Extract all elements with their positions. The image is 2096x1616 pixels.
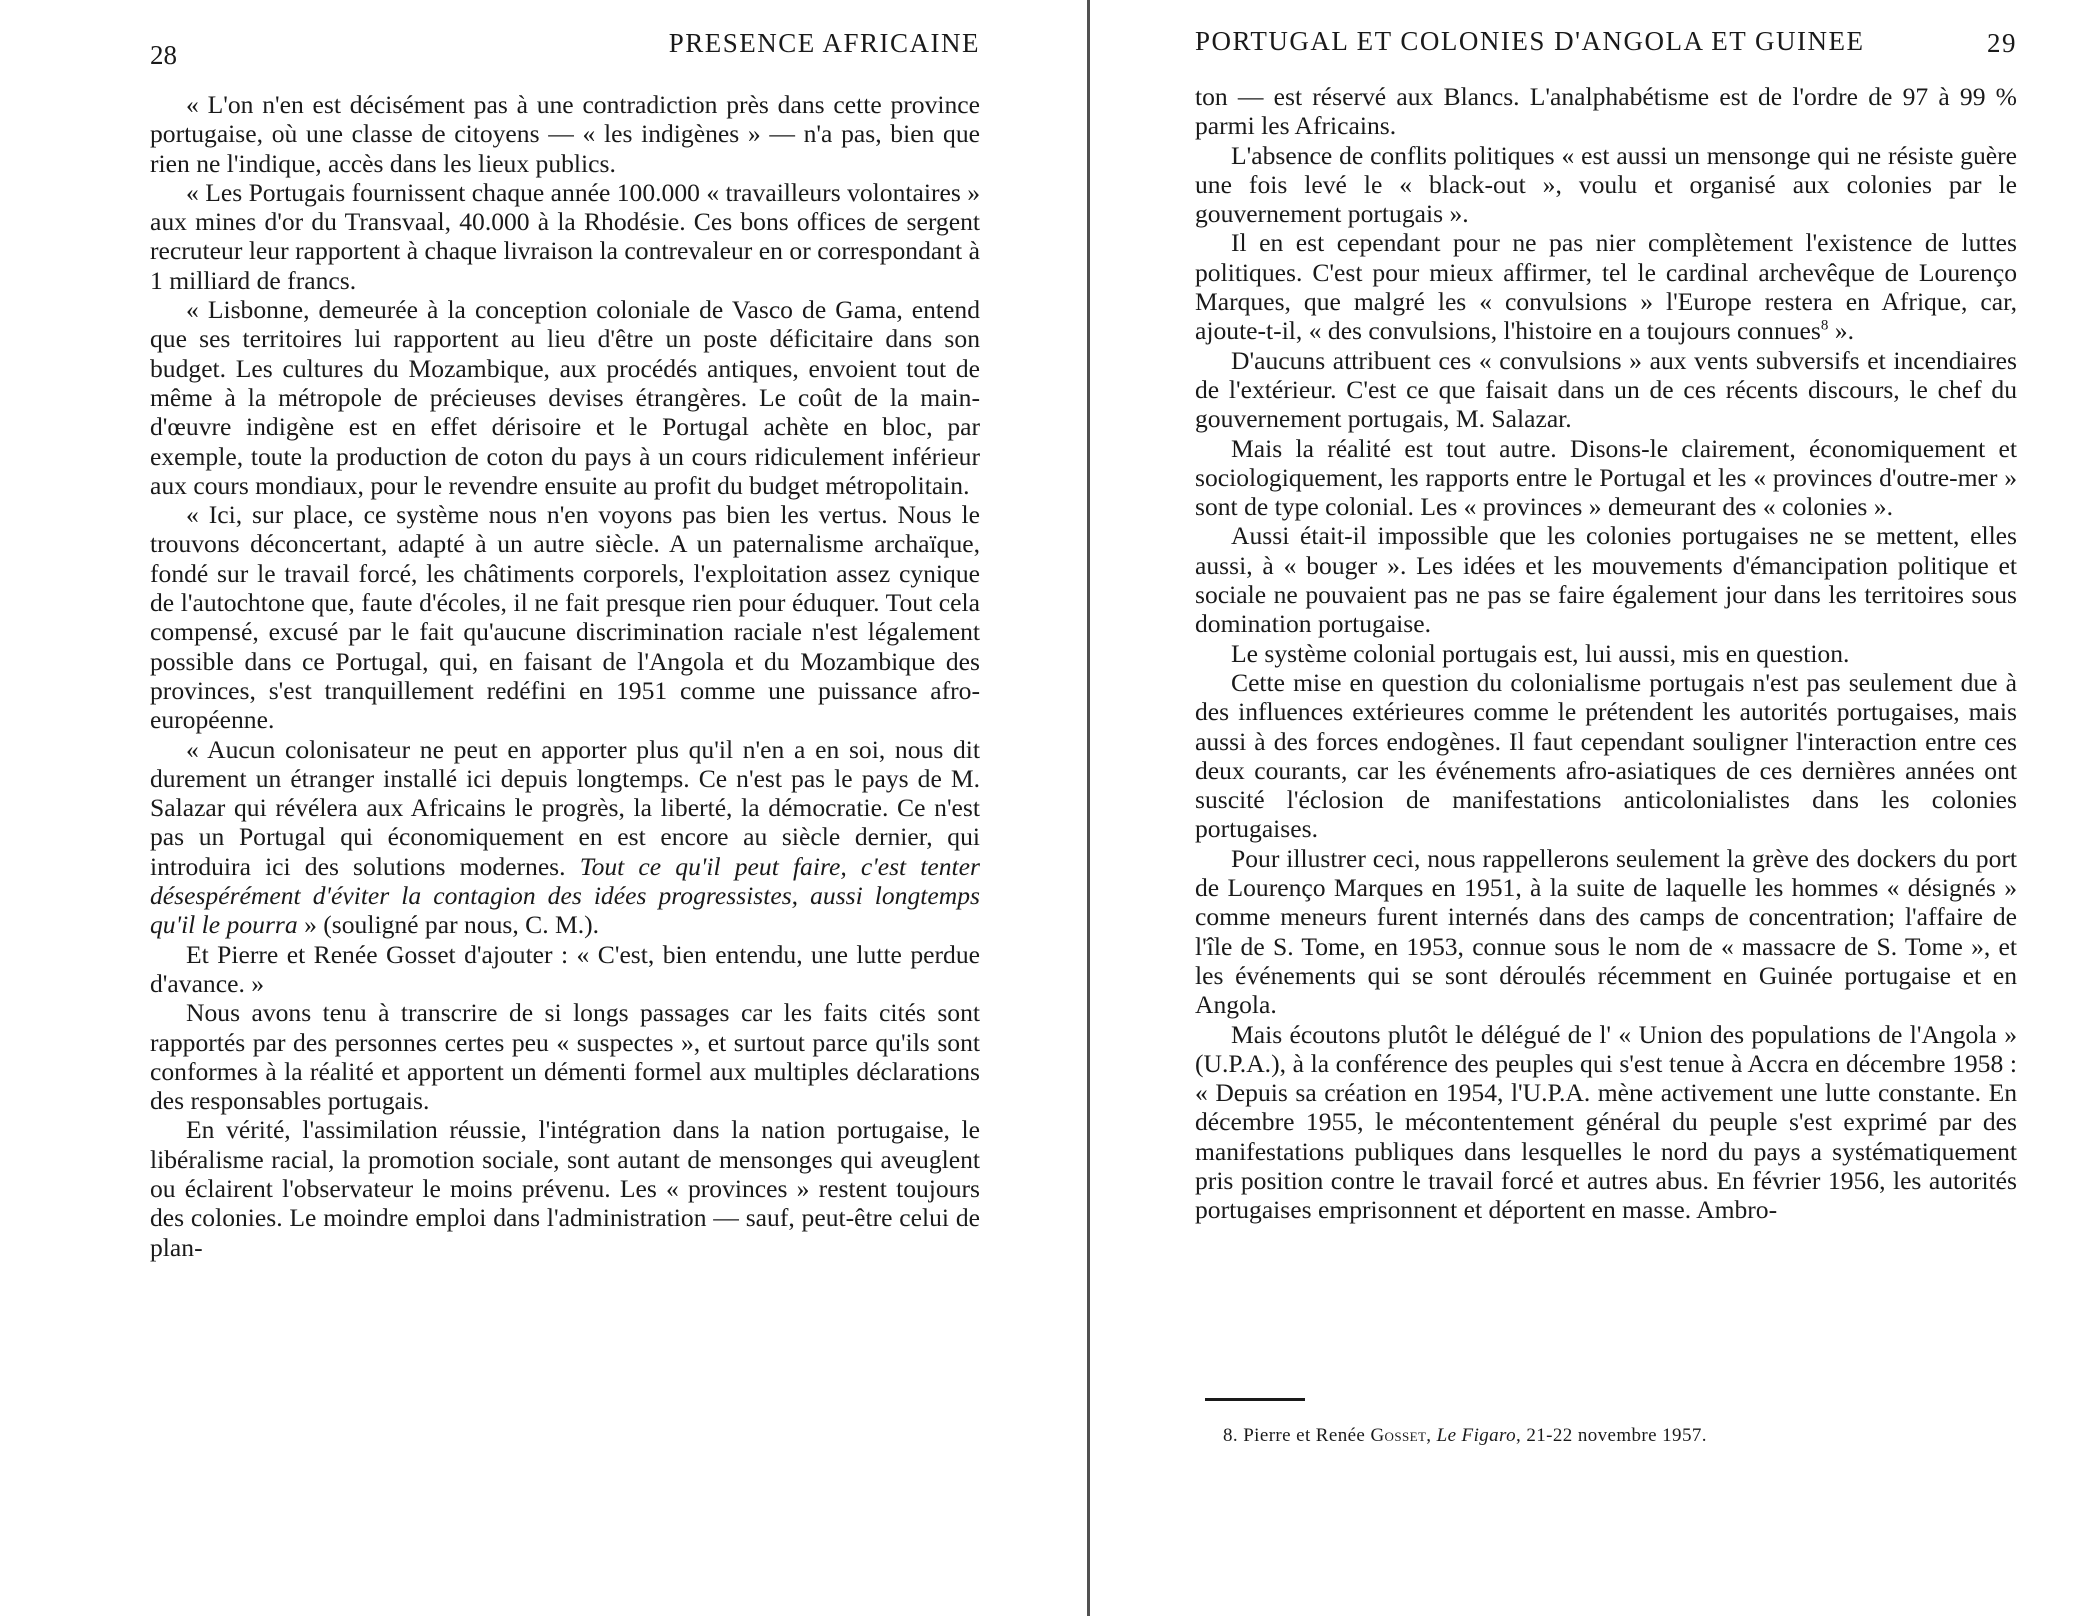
- paragraph: Cette mise en question du colonialisme portugais n'est pas seulement due à des influences extérieures comme le prétendent les autorités portugaises, mais aussi à des forces endogènes. Il faut cependant souligner l'interaction entre ces deux courants, car les événements afro-asiatiques de ces dernières années ont suscité l'éclosion de manifestations anticolonialistes dans les colonies portugaises.: [1195, 667, 2017, 844]
- paragraph-with-footnote: [1195, 228, 2017, 345]
- paragraph: En vérité, l'assimilation réussie, l'intégration dans la nation portugaise, le libéralisme racial, la promotion sociale, sont autant de mensonges qui aveuglent ou éclairent l'observateur le moins prévenu. Les « provinces » restent toujours des colonies. Le moindre emploi dans l'administration — sauf, peut-être celui de plan-: [150, 1115, 980, 1262]
- left-page: [150, 0, 980, 1616]
- paragraph: « L'on n'en est décisément pas à une contradiction près dans cette province portugaise, où une classe de citoyens — « les indigènes » — n'a pas, bien que rien ne l'indique, accès dans les lieux publics.: [150, 90, 980, 178]
- paragraph: Nous avons tenu à transcrire de si longs passages car les faits cités sont rapportés par des personnes certes peu « suspectes », et surtout parce qu'ils sont conformes à la réalité et apportent un démenti formel aux multiples déclarations des responsables portugais.: [150, 998, 980, 1116]
- paragraph: Mais écoutons plutôt le délégué de l' « Union des populations de l'Angola » (U.P.A.), à la conférence des peuples qui s'est tenue à Accra en décembre 1958 : « Depuis sa création en 1954, l'U.P.A. mène activement une lutte constante. En décembre 1955, le mécontentement général du peuple s'est exprimé par des manifestations publiques dans lesquelles le nord du pays a systématiquement pris position contre le travail forcé et autres abus. En février 1956, les autorités portugaises emprisonnent et déportent en masse. Ambro-: [1195, 1019, 2017, 1225]
- paragraph: D'aucuns attribuent ces « convulsions » aux vents subversifs et incendiaires de l'extérieur. C'est ce que faisait dans un de ces récents discours, le chef du gouvernement portugais, M. Salazar.: [1195, 345, 2017, 434]
- paragraph: « Les Portugais fournissent chaque année 100.000 « travailleurs volontaires » aux mines d'or du Transvaal, 40.000 à la Rhodésie. Ces bons offices de sergent recruteur leur rapportent à chaque livraison la contrevaleur en or correspondant à 1 milliard de francs.: [150, 177, 980, 295]
- footnote-number: 8.: [1223, 1425, 1239, 1446]
- paragraph-text: Il en est cependant pour ne pas nier complètement l'existence de luttes politiques. C'est pour mieux affirmer, tel le cardinal archevêque de Lourenço Marques, que malgré les « convulsions » l'Europe restera en Afrique, car, ajoute-t-il, « des convulsions, l'histoire en a toujours connues: [1195, 228, 2017, 346]
- footnote-date: , 21-22 novembre 1957.: [1516, 1425, 1707, 1446]
- footnote: 8. Pierre et Renée Gosset, Le Figaro, 21-22 novembre 1957.: [1223, 1425, 1707, 1446]
- right-page-number: 29: [1987, 28, 2017, 58]
- paragraph: Aussi était-il impossible que les colonies portugaises ne se mettent, elles aussi, à « bouger ». Les idées et les mouvements d'émancipation politique et sociale ne pouvaient pas ne pas se faire également jour dans les territoires sous domination portugaise.: [1195, 521, 2017, 639]
- paragraph-text: « Aucun colonisateur ne peut en apporter plus qu'il n'en a en soi, nous dit durement un étranger installé ici depuis longtemps. Ce n'est pas le pays de M. Salazar qui révélera aux Africains le progrès, la liberté, la démocratie. Ce n'est pas un Portugal qui économiquement en est encore au siècle dernier, qui introduira ici des solutions modernes.: [150, 734, 980, 881]
- italic-quote: Tout ce qu'il peut faire, c'est tenter désespérément d'éviter la contagion des idées progressistes, aussi longtemps qu'il le pourra: [150, 851, 980, 940]
- footnote-surname: Gosset: [1370, 1425, 1427, 1446]
- paragraph: « Lisbonne, demeurée à la conception coloniale de Vasco de Gama, entend que ses territoires lui rapportent au lieu d'être un poste déficitaire dans son budget. Les cultures du Mozambique, aux procédés antiques, envoient tout de même à la métropole de précieuses devises étrangères. Le coût de la main-d'œuvre indigène est en effet dérisoire et le Portugal achète en bloc, par exemple, toute la production de coton du pays à un cours ridiculement inférieur aux cours mondiaux, pour le revendre ensuite au profit du budget métropolitain.: [150, 295, 980, 500]
- paragraph-continued: ton — est réservé aux Blancs. L'analphabétisme est de l'ordre de 97 à 99 % parmi les Africains.: [1195, 82, 2017, 141]
- paragraph: Mais la réalité est tout autre. Disons-le clairement, économiquement et sociologiquement, les rapports entre le Portugal et les « provinces d'outre-mer » sont de type colonial. Les « provinces » demeurant des « colonies ».: [1195, 433, 2017, 522]
- left-running-head-title: PRESENCE AFRICAINE: [668, 28, 980, 58]
- right-page: [1195, 0, 2017, 1616]
- left-running-head: [150, 22, 980, 62]
- footnote-rule: [1205, 1398, 1305, 1401]
- paragraph-with-italic-quote: [150, 735, 980, 940]
- footnote-source: Le Figaro: [1436, 1425, 1517, 1446]
- paragraph: Le système colonial portugais est, lui aussi, mis en question.: [1231, 638, 1850, 668]
- paragraph: L'absence de conflits politiques « est aussi un mensonge qui ne résiste guère une fois levé le « black-out », voulu et organisé aux colonies par le gouvernement portugais ».: [1195, 140, 2017, 229]
- gutter-line: [1087, 0, 1090, 1616]
- left-page-body: [150, 90, 980, 1262]
- right-running-head: [1195, 22, 2017, 62]
- quote-attribution: » (souligné par nous, C. M.).: [297, 910, 600, 940]
- right-page-body: [1195, 82, 2017, 1225]
- paragraph-tail: ».: [1828, 316, 1854, 346]
- footnote-reference[interactable]: 8: [1820, 317, 1829, 334]
- paragraph: Et Pierre et Renée Gosset d'ajouter : « C'est, bien entendu, une lutte perdue d'avance. »: [150, 939, 980, 998]
- paragraph: « Ici, sur place, ce système nous n'en voyons pas bien les vertus. Nous le trouvons déconcertant, adapté à un autre siècle. A un paternalisme archaïque, fondé sur le travail forcé, les châtiments corporels, l'exploitation assez cynique de l'autochtone que, faute d'écoles, il ne fait presque rien pour éduquer. Tout cela compensé, excusé par le fait qu'aucune discrimination raciale n'est légalement possible dans ce Portugal, qui, en faisant de l'Angola et du Mozambique des provinces, s'est tranquillement redéfini en 1951 comme une puissance afro-européenne.: [150, 500, 980, 735]
- footnote-authors: Pierre et Renée: [1243, 1425, 1366, 1446]
- left-page-number: 28: [150, 40, 177, 70]
- paragraph: Pour illustrer ceci, nous rappellerons seulement la grève des dockers du port de Lourenço Marques en 1951, à la suite de laquelle les hommes « désignés » comme meneurs furent internés dans des camps de concentration; l'affaire de l'île de S. Tome, en 1953, connue sous le nom de « massacre de S. Tome », et les événements qui se sont déroulés récemment en Guinée portugaise et en Angola.: [1195, 843, 2017, 1020]
- right-running-head-title: PORTUGAL ET COLONIES D'ANGOLA ET GUINEE: [1195, 26, 1865, 56]
